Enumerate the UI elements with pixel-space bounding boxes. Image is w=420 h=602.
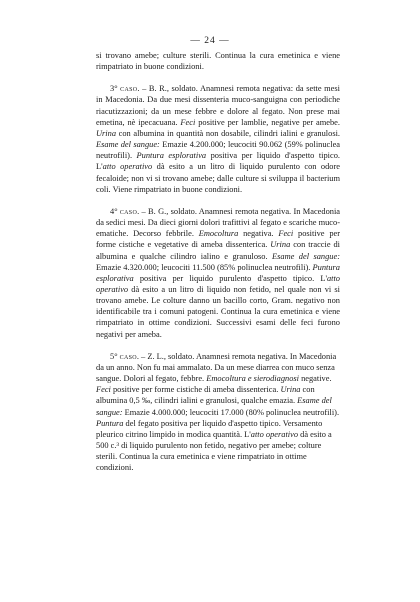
case-separator: . – <box>137 84 149 94</box>
text-body <box>96 50 340 473</box>
text-run: positiva per liquido purulento d'aspetto tipico. L' <box>133 273 327 283</box>
text-run: negative. <box>298 374 332 384</box>
case-paragraph-4 <box>96 206 340 340</box>
italic-term: atto operativo <box>102 162 153 172</box>
case-number: 5° <box>110 351 120 361</box>
italic-term: Urina <box>280 385 301 395</box>
case-number: 3° <box>110 84 121 94</box>
text-run: positiva per liquido d'aspetto tipico. L' <box>96 151 340 172</box>
italic-term: Puntura esplorativa <box>96 262 340 283</box>
italic-term: Esame del sangue: <box>96 140 160 150</box>
text-run: con traccie di albumina e qualche cilindro ialino e granuloso. <box>96 240 340 261</box>
italic-term: Urina <box>270 240 291 250</box>
text-run: dà esito a 500 c.³ di liquido purulento non fetido, negativo per amebe; colture sterili. Continua la cura emetinica e viene rimpatriato in ottime condizioni. <box>96 429 332 473</box>
case-label: caso <box>119 206 138 216</box>
case-separator: . – <box>137 206 149 216</box>
italic-term: atto operativo <box>250 429 299 439</box>
case-paragraph-3 <box>96 83 340 195</box>
text-run: con albumina in quantità non dosabile, cilindri ialini e granulosi. <box>116 128 340 138</box>
italic-term: Urina <box>96 128 117 138</box>
text-run: del fegato positiva per liquido d'aspetto tipico. Versamento pleurico citrino limpido in modica quantità. L' <box>96 418 323 439</box>
case-label: caso <box>120 84 138 94</box>
text-run: Emazie 4.320.000; leucociti 11.500 (85% polinuclea neutrofili). <box>96 262 313 272</box>
text-run: Z. L., soldato. Anamnesi remota negativa. In Macedonia da un anno. Non fu mai ammalato. Da un mese diarrea con muco senza sangue. Dolori al fegato, febbre. <box>96 351 337 384</box>
text-run: positive per forme cistiche e vegetative di ameba dissenterica. <box>96 229 341 250</box>
italic-term: Esame del sangue: <box>96 396 332 417</box>
page-number: — 24 — <box>190 36 230 46</box>
italic-term: atto operativo <box>96 273 340 294</box>
text-run: dà esito a un litro di liquido purulento con odore fecaloide; non vi si trovano amebe; dalle culture si sviluppa il bacterium coli. Viene rimpatriato in buone condizioni. <box>96 162 340 194</box>
italic-term: Feci <box>96 385 111 395</box>
text-run: positive per forme cistiche di ameba dissenterica. <box>110 385 281 395</box>
text-run: Emazie 4.000.000; leucociti 17.000 (80% polinuclea neutrofili). <box>122 407 340 417</box>
italic-term: Emocoltura e sierodiagnosi <box>206 374 299 384</box>
italic-term: Esame del sangue: <box>272 251 341 261</box>
case-separator: . – <box>136 351 148 361</box>
case-label: caso <box>119 351 137 361</box>
case-paragraph-5 <box>96 351 340 474</box>
italic-term: Puntura <box>96 418 124 428</box>
italic-term: Feci <box>278 229 294 239</box>
text-run: dà esito a un litro di liquido non fetido, nel quale non vi si trovano amebe. Le colture danno un bacillo corto, Gram. negativo non identificabile tra i comuni patogeni. Continua la cura emetinica e viene rimpatriato in ottime condizioni. Successivi esami delle feci furono negativi per ameba. <box>96 284 340 339</box>
continued-paragraph: si trovano amebe; culture sterili. Continua la cura emetinica e viene rimpatriato in buone condizioni. <box>96 51 340 72</box>
text-run: Emazie 4.200.000; leucociti 90.062 (59% polinuclea neutrofili). <box>96 140 341 161</box>
italic-term: Feci <box>180 117 196 127</box>
case-number: 4° <box>110 206 120 216</box>
text-run: positive per lamblie, negative per amebe. <box>195 117 340 127</box>
text-run: negativa. <box>238 229 279 239</box>
italic-term: Puntura esplorativa <box>136 151 207 161</box>
text-run: B. R., soldato. Anamnesi remota negativa: da sette mesi in Macedonia. Da due mesi dissenteria muco-sanguigna con periodiche riacutizzazioni; da un mese febbre e dolore al fegato. Non prese mai emetina, nè ipecacuana. <box>96 84 340 127</box>
text-run: B. G., soldato. Anamnesi remota negativa. In Macedonia da sedici mesi. Da dieci giorni dolori trafittivi al fegato e scariche muco-ematiche. Decorso febbrile. <box>96 206 340 239</box>
italic-term: Emocoltura <box>198 229 239 239</box>
text-run: con albumina 0,5 ‰, cilindri ialini e granulosi, qualche emazia. <box>96 385 315 406</box>
